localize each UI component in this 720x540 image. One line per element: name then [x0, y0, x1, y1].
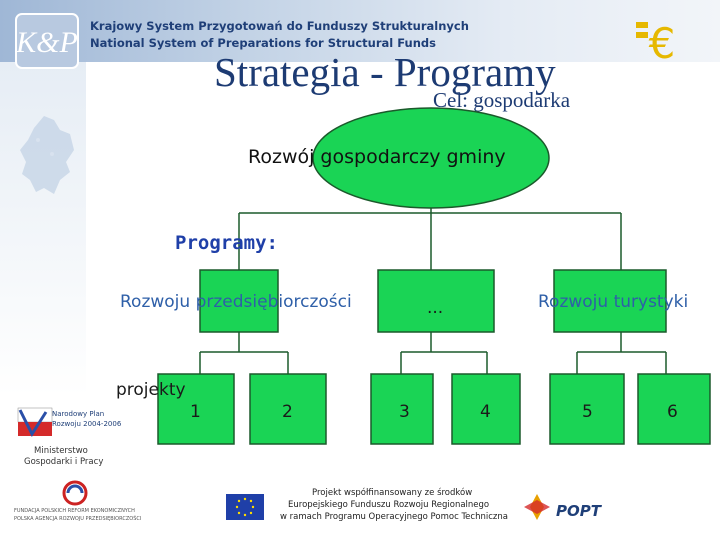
ministry-line1: Ministerstwo — [34, 446, 88, 456]
programs-heading: Programy: — [175, 232, 278, 254]
root-node-label: Rozwój gospodarczy gminy — [248, 146, 506, 168]
project-number-5: 5 — [582, 402, 593, 422]
footer-line1: Projekt współfinansowany ze środków — [312, 488, 473, 498]
foundation-logo-icon — [60, 480, 90, 510]
program-connectors — [200, 332, 666, 374]
program-label-2: ... — [427, 298, 444, 318]
euro-symbol: € — [648, 19, 676, 64]
eu-flag-icon — [226, 494, 264, 524]
projects-label: projekty — [116, 380, 186, 400]
npr-logo — [16, 404, 56, 444]
footer-line2: Europejskiego Funduszu Rozwoju Regionalnego — [288, 500, 490, 510]
npr-line1: Narodowy Plan — [52, 410, 105, 418]
project-number-4: 4 — [480, 402, 491, 422]
foundation-line1: FUNDACJA POLSKICH REFORM EKONOMICZNYCH — [14, 508, 135, 514]
npr-flag-icon — [16, 404, 56, 440]
root-connectors — [239, 208, 621, 270]
project-number-2: 2 — [282, 402, 293, 422]
program-label-1: Rozwoju przedsiębiorczości — [120, 292, 352, 312]
footer-line3: w ramach Programu Operacyjnego Pomoc Techniczna — [280, 512, 508, 522]
npr-line2: Rozwoju 2004-2006 — [52, 420, 122, 428]
popt-label: POPT — [556, 502, 601, 520]
slide-title: Strategia - Programy — [214, 49, 556, 95]
project-number-3: 3 — [399, 402, 410, 422]
program-label-3: Rozwoju turystyki — [538, 292, 689, 312]
popt-logo-icon — [522, 492, 552, 526]
org-name-pl: Krajowy System Przygotowań do Funduszy Strukturalnych — [90, 19, 469, 33]
project-number-1: 1 — [190, 402, 201, 422]
ministry-line2: Gospodarki i Pracy — [24, 457, 104, 467]
org-name-en: National System of Preparations for Structural Funds — [90, 36, 436, 50]
project-number-6: 6 — [667, 402, 678, 422]
slide-subtitle: Cel: gospodarka — [433, 88, 571, 112]
foundation-line2: POLSKA AGENCJA ROZWOJU PRZEDSIĘBIORCZOŚCI — [14, 516, 142, 522]
logo-text: K&P — [16, 26, 78, 59]
